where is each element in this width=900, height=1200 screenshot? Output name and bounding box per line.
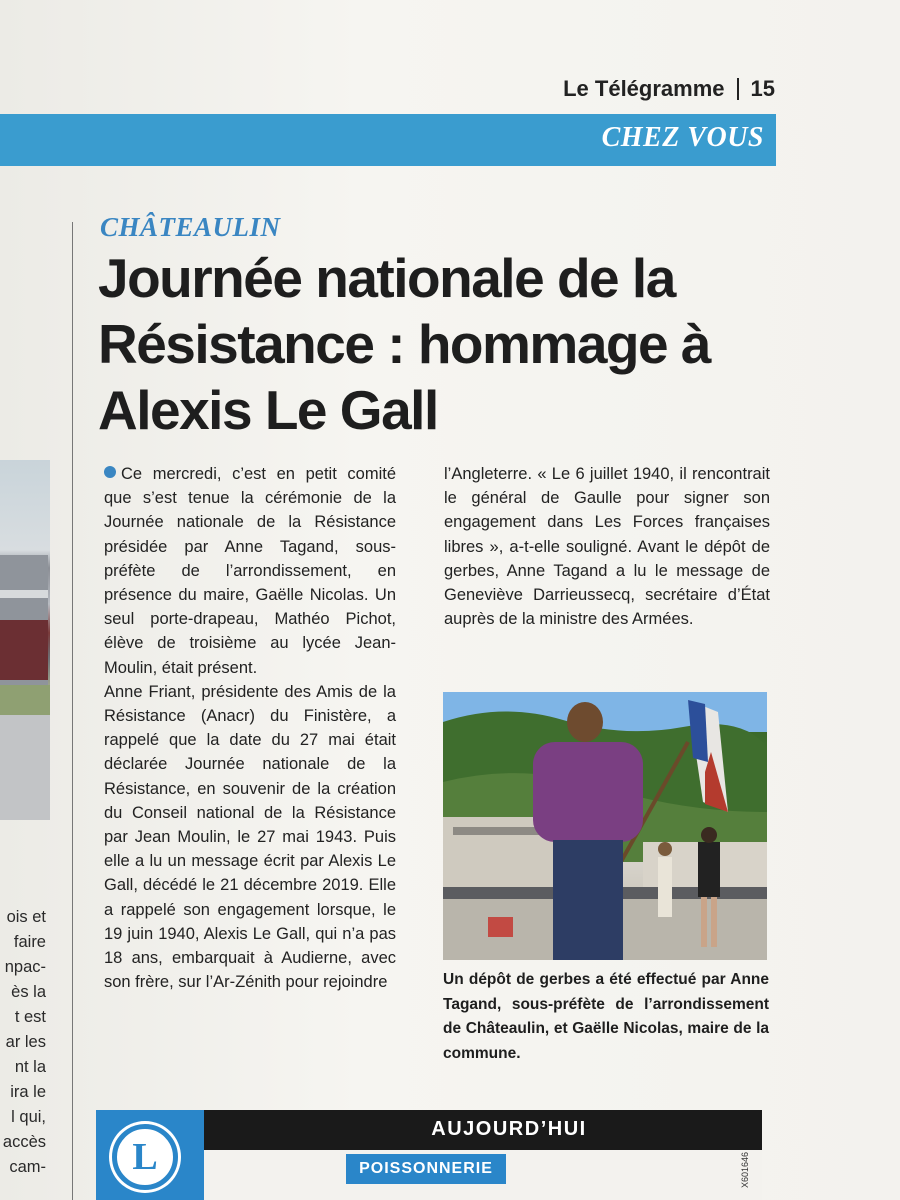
ad-category-tag: POISSONNERIE — [346, 1154, 506, 1184]
article-photo — [443, 692, 767, 960]
article-column-1 — [104, 462, 396, 994]
paragraph-text: Ce mercredi, c’est en petit comité que s’est tenue la cérémonie de la Journée nationale de la Résistance présidée par Anne Tagand, sous-préfète de l’arrondissement, en présence du maire, Gaëlle Nicolas. Un seul porte-drapeau, Mathéo Pichot, élève de troisième au lycée Jean-Moulin, était présent. — [104, 465, 396, 677]
adjacent-article-text — [0, 905, 46, 1180]
text-fragment: accès — [2, 1133, 46, 1151]
text-fragment: ès la — [11, 983, 46, 1001]
page-number: 15 — [750, 76, 775, 101]
section-banner — [0, 114, 776, 166]
text-fragment: t est — [14, 1008, 46, 1026]
article-kicker: CHÂTEAULIN — [100, 212, 281, 242]
store-logo-icon — [112, 1124, 178, 1190]
article-headline: Journée nationale de la Résistance : hommage à Alexis Le Gall — [98, 247, 710, 441]
article-paragraph: l’Angleterre. « Le 6 juillet 1940, il rencontrait le général de Gaulle pour signer son engagement dans Les Forces françaises libres », a-t-elle souligné. Avant le dépôt de gerbes, Anne Tagand a lu le message de Geneviève Darrieussecq, secrétaire d’État auprès de la ministre des Armées. — [444, 465, 770, 629]
ceremony-photo — [443, 692, 767, 960]
building-photo-fragment — [0, 460, 50, 820]
text-fragment: faire — [13, 933, 46, 951]
text-fragment: nt la — [14, 1058, 46, 1076]
masthead — [563, 76, 775, 102]
article-column-2 — [444, 462, 770, 631]
text-fragment: ois et — [6, 908, 46, 926]
text-fragment: ar les — [5, 1033, 46, 1051]
logo-panel — [96, 1110, 204, 1200]
ad-reference-code: X601646 — [740, 1151, 750, 1188]
advertisement-banner — [96, 1110, 762, 1200]
newspaper-name: Le Télégramme — [563, 76, 725, 101]
text-fragment: cam- — [9, 1158, 46, 1176]
text-fragment: l qui, — [11, 1108, 46, 1126]
bullet-icon — [104, 466, 116, 478]
article-paragraph — [104, 462, 396, 680]
masthead-separator — [737, 78, 739, 100]
text-fragment: npac- — [4, 958, 46, 976]
article-paragraph: Anne Friant, présidente des Amis de la Résistance (Anacr) du Finistère, a rappelé que la date du 27 mai était déclarée Journée nationale de la Résistance, en souvenir de la création du Conseil national de la Résistance par Jean Moulin, le 27 mai 1943. Puis elle a lu un message écrit par Alexis Le Gall, décédé le 21 décembre 2019. Elle a rappelé son engagement lorsque, le 19 juin 1940, Alexis Le Gall, qui n’a pas 18 ans, embarquait à Audierne, avec son frère, sur l’Ar-Zénith pour rejoindre — [104, 682, 396, 992]
logo-letter: L — [132, 1136, 158, 1178]
ad-title: AUJOURD’HUI — [431, 1118, 587, 1140]
section-title: CHEZ VOUS — [601, 122, 764, 153]
adjacent-article-photo — [0, 460, 50, 820]
column-divider — [72, 222, 73, 1200]
text-fragment: ira le — [10, 1083, 46, 1101]
photo-caption: Un dépôt de gerbes a été effectué par Anne Tagand, sous-préfète de l’arrondissement de Châteaulin, et Gaëlle Nicolas, maire de la commune. — [443, 971, 769, 1062]
